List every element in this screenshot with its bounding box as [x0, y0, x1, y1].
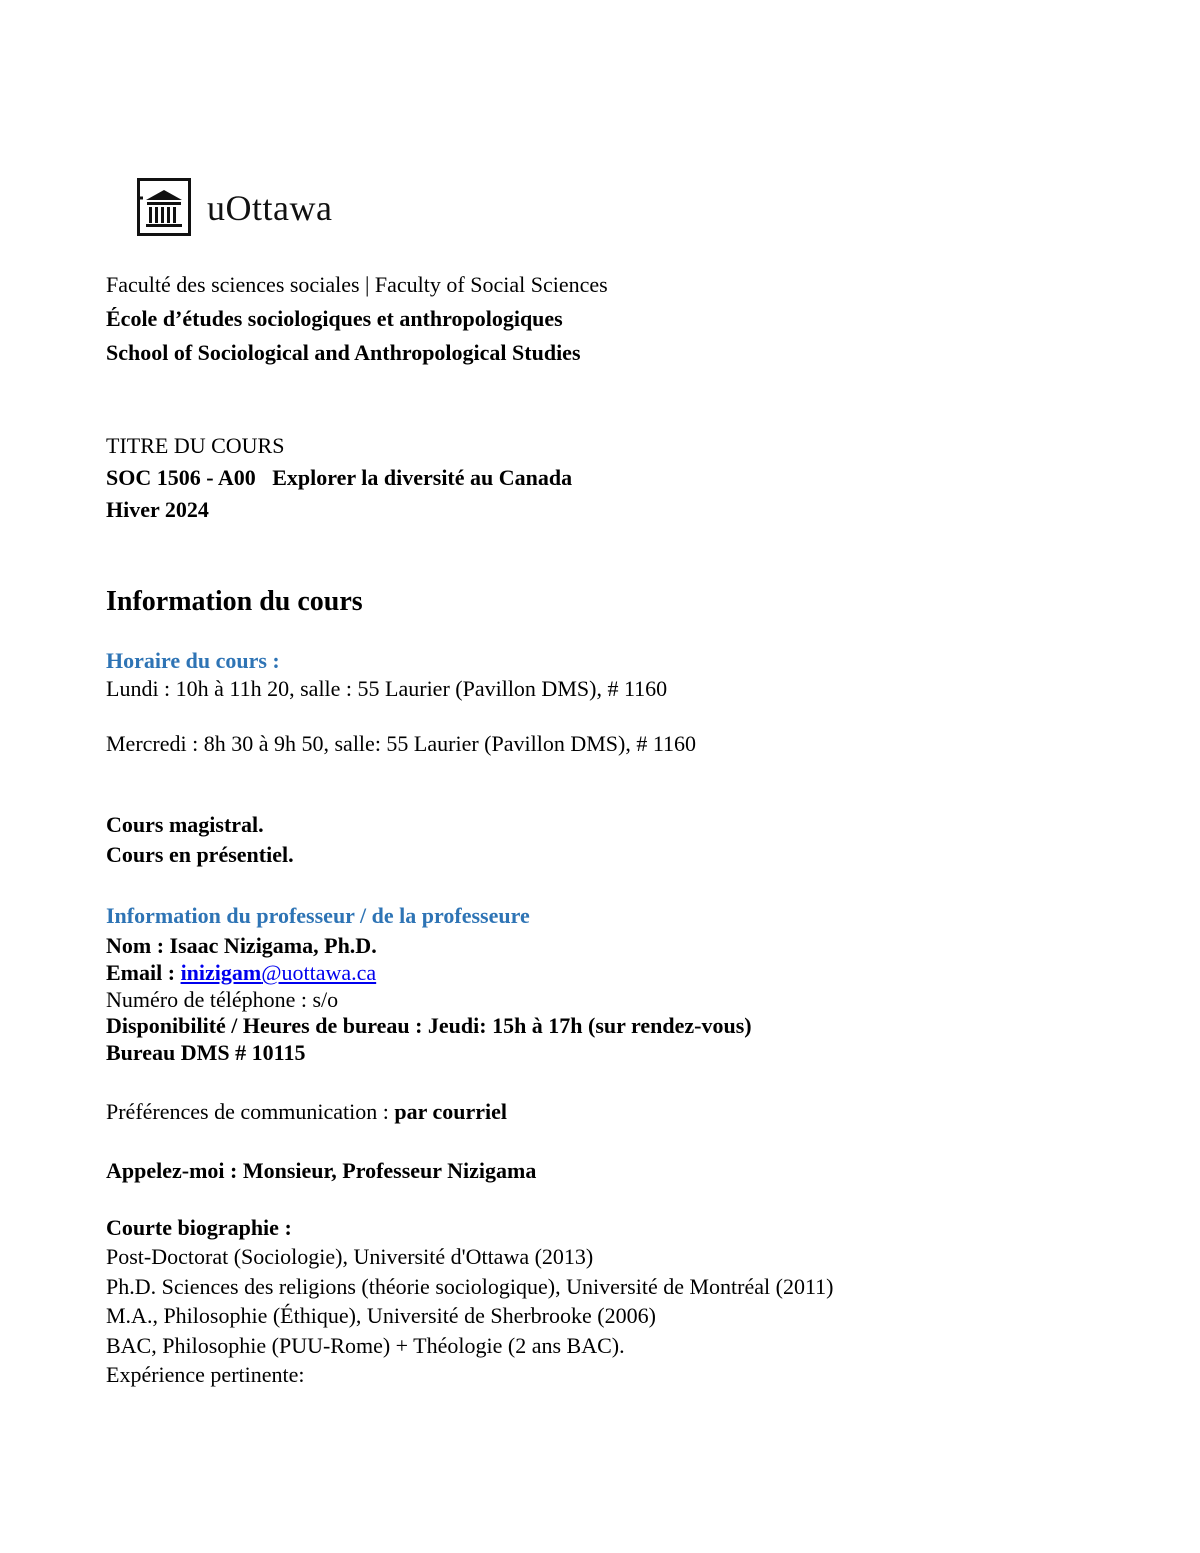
professor-info-heading: Information du professeur / de la professeure [106, 903, 530, 928]
bio-line: M.A., Philosophie (Éthique), Université de Sherbrooke (2006) [106, 1303, 656, 1328]
schedule-monday: Lundi : 10h à 11h 20, salle : 55 Laurier (Pavillon DMS), # 1160 [106, 676, 668, 701]
email-user: inizigam [180, 960, 262, 985]
schedule-heading: Horaire du cours : [106, 648, 280, 673]
logo-text: uOttawa [207, 188, 333, 228]
course-info-heading: Information du cours [106, 586, 363, 617]
university-building-icon [137, 178, 191, 236]
course-term: Hiver 2024 [106, 497, 209, 522]
bio-line: Ph.D. Sciences des religions (théorie sociologique), Université de Montréal (2011) [106, 1274, 834, 1299]
communication-value: par courriel [394, 1099, 507, 1124]
bio-heading: Courte biographie : [106, 1215, 292, 1240]
school-name-en: School of Sociological and Anthropological Studies [106, 340, 581, 365]
course-code: SOC 1506 - A00 [106, 465, 256, 490]
course-name: Explorer la diversité au Canada [272, 465, 573, 490]
schedule-wednesday: Mercredi : 8h 30 à 9h 50, salle: 55 Laurier (Pavillon DMS), # 1160 [106, 731, 697, 756]
communication-preference [106, 1101, 507, 1123]
school-name-fr: École d’études sociologiques et anthropologiques [106, 306, 563, 331]
faculty-line: Faculté des sciences sociales | Faculty of Social Sciences [106, 272, 608, 297]
university-logo [137, 178, 332, 236]
bio-line: BAC, Philosophie (PUU-Rome) + Théologie (2 ans BAC). [106, 1333, 625, 1358]
course-title-label: TITRE DU COURS [106, 433, 285, 458]
professor-email-line [106, 962, 376, 984]
communication-label: Préférences de communication : [106, 1099, 395, 1124]
email-domain: @uottawa.ca [261, 960, 377, 985]
email-link[interactable] [181, 960, 377, 985]
bio-line: Expérience pertinente: [106, 1362, 305, 1387]
email-label: Email : [106, 960, 176, 985]
professor-office: Bureau DMS # 10115 [106, 1040, 306, 1065]
bio-line: Post-Doctorat (Sociologie), Université d'Ottawa (2013) [106, 1244, 594, 1269]
course-format-lecture: Cours magistral. [106, 812, 264, 837]
professor-name: Nom : Isaac Nizigama, Ph.D. [106, 933, 377, 958]
course-format-in-person: Cours en présentiel. [106, 842, 294, 867]
call-me: Appelez-moi : Monsieur, Professeur Nizigama [106, 1158, 537, 1183]
professor-availability: Disponibilité / Heures de bureau : Jeudi: 15h à 17h (sur rendez-vous) [106, 1013, 752, 1038]
course-code-title [106, 467, 572, 489]
professor-phone: Numéro de téléphone : s/o [106, 987, 339, 1012]
